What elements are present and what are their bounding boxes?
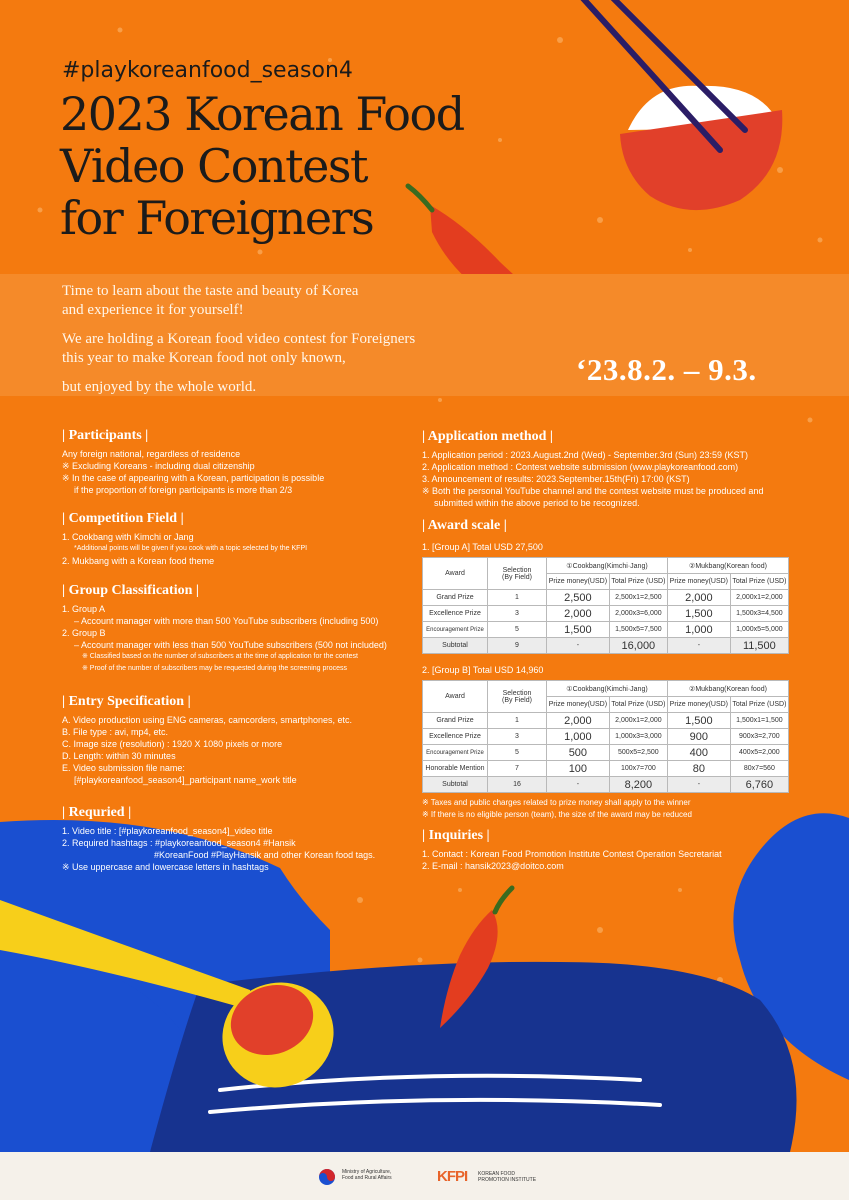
- text-line: ※ Proof of the number of subscribers may be requested during the screening process: [82, 665, 348, 672]
- cell: 16: [488, 777, 547, 793]
- col-mukbang: ②Mukbang(Korean food): [667, 558, 788, 574]
- section-heading: | Application method |: [422, 429, 554, 444]
- cell: 500: [547, 745, 610, 761]
- cell: 1,000: [667, 622, 730, 638]
- text-line: 1. Video title : [#playkoreanfood_season4]_video title: [62, 826, 273, 836]
- cell: 1,500: [667, 713, 730, 729]
- taegeuk-icon: [318, 1168, 336, 1186]
- text-line: 2. Mukbang with a Korean food theme: [62, 556, 215, 566]
- text-line: Any foreign national, regardless of residence: [62, 449, 241, 459]
- cell: 1: [488, 590, 547, 606]
- cell: 80x7=560: [730, 761, 788, 777]
- col-total: Total Prize (USD): [609, 697, 667, 713]
- cell: 900x3=2,700: [730, 729, 788, 745]
- cell: 500x5=2,500: [609, 745, 667, 761]
- text-line: C. Image size (resolution) : 1920 X 1080 pixels or more: [62, 739, 283, 749]
- cell: 11,500: [730, 638, 788, 654]
- text-line: if the proportion of foreign participants is more than 2/3: [74, 485, 293, 495]
- ministry-line: Food and Rural Affairs: [342, 1175, 392, 1181]
- cell: 400x5=2,000: [730, 745, 788, 761]
- text-line: A. Video production using ENG cameras, camcorders, smartphones, etc.: [62, 715, 352, 725]
- cell: 3: [488, 729, 547, 745]
- text-line: 2. Group B: [62, 628, 106, 638]
- award-notes: [422, 797, 822, 821]
- hashtag: #playkoreanfood_season4: [62, 58, 353, 83]
- subtotal-row: [423, 638, 789, 654]
- col-selection: [488, 558, 547, 590]
- cell: 1,500x1=1,500: [730, 713, 788, 729]
- text-line: 1. Application period : 2023.August.2nd (Wed) - September.3rd (Sun) 23:59 (KST): [422, 450, 749, 460]
- col-selection: [488, 681, 547, 713]
- text-line: B. File type : avi, mp4, etc.: [62, 727, 169, 737]
- title-line: for Foreigners: [60, 191, 374, 245]
- text-line: E. Video submission file name:: [62, 763, 185, 773]
- cell: Honorable Mention: [423, 761, 488, 777]
- intro-line: Time to learn about the taste and beauty of Korea: [62, 283, 359, 299]
- text-line: [#playkoreanfood_season4]_participant name_work title: [74, 775, 297, 785]
- subtotal-row: [423, 777, 789, 793]
- cell: 2,500x1=2,500: [609, 590, 667, 606]
- kfpi-line: KOREAN FOOD: [478, 1171, 515, 1177]
- cell: Subtotal: [423, 777, 488, 793]
- title-line: 2023 Korean Food: [60, 87, 464, 141]
- text-line: 2. E-mail : hansik2023@doitco.com: [422, 861, 564, 871]
- col-cookbang: ①Cookbang(Kimchi·Jang): [547, 681, 668, 697]
- col-prize: Prize money(USD): [547, 697, 610, 713]
- section-heading: | Inquiries |: [422, 828, 490, 843]
- group-section: [62, 585, 407, 675]
- text-line: ※ Use uppercase and lowercase letters in hashtags: [62, 862, 269, 872]
- text-line: ※ Both the personal YouTube channel and the contest website must be produced and: [422, 486, 764, 496]
- cell: 900: [667, 729, 730, 745]
- section-heading: | Group Classification |: [62, 583, 199, 598]
- cell: Encouragement Prize: [423, 622, 488, 638]
- col-award: Award: [423, 681, 488, 713]
- text-line: ※ Classified based on the number of subscribers at the time of application for the contest: [82, 653, 358, 660]
- page-title: [60, 88, 540, 244]
- cell: 1,000x3=3,000: [609, 729, 667, 745]
- cell: -: [547, 638, 610, 654]
- award-section: [422, 520, 822, 538]
- cell: 2,000: [547, 606, 610, 622]
- col-prize: Prize money(USD): [667, 697, 730, 713]
- cell: 100: [547, 761, 610, 777]
- cell: 5: [488, 622, 547, 638]
- title-line: Video Contest: [60, 139, 367, 193]
- cell: -: [667, 638, 730, 654]
- col-cookbang: ①Cookbang(Kimchi·Jang): [547, 558, 668, 574]
- col-selection-l1: Selection: [502, 689, 532, 697]
- competition-section: [62, 513, 407, 567]
- cell: -: [667, 777, 730, 793]
- table-row: [423, 761, 789, 777]
- cell: 2,000: [667, 590, 730, 606]
- section-heading: | Requried |: [62, 805, 132, 820]
- entry-section: [62, 696, 407, 786]
- text-line: ※ Excluding Koreans - including dual citizenship: [62, 461, 255, 471]
- participants-section: [62, 430, 407, 496]
- text-line: ※ Taxes and public charges related to prize money shall apply to the winner: [422, 798, 691, 807]
- text-line: 1. Group A: [62, 604, 106, 614]
- text-line: – Account manager with more than 500 YouTube subscribers (including 500): [74, 616, 379, 626]
- cell: Subtotal: [423, 638, 488, 654]
- cell: 100x7=700: [609, 761, 667, 777]
- table-row: [423, 745, 789, 761]
- required-section: [62, 807, 407, 873]
- text-line: 2. Required hashtags : #playkoreanfood_season4 #Hansik: [62, 838, 296, 848]
- footer: [0, 1152, 849, 1200]
- cell: Encouragement Prize: [423, 745, 488, 761]
- cell: 2,000: [547, 713, 610, 729]
- cell: 80: [667, 761, 730, 777]
- text-line: 2. Application method : Contest website submission (www.playkoreanfood.com): [422, 462, 739, 472]
- kfpi-logo: KFPI: [437, 1168, 468, 1185]
- table-row: [423, 622, 789, 638]
- text-line: – Account manager with less than 500 YouTube subscribers (500 not included): [74, 640, 387, 650]
- cell: 2,000x1=2,000: [730, 590, 788, 606]
- contest-dates: ‘23.8.2. – 9.3.: [576, 352, 757, 387]
- cell: 5: [488, 745, 547, 761]
- inquiries-section: [422, 830, 822, 872]
- cell: 1,500x5=7,500: [609, 622, 667, 638]
- text-line: submitted within the above period to be recognized.: [434, 498, 640, 508]
- section-heading: | Award scale |: [422, 518, 507, 533]
- group-a-table: [422, 557, 789, 654]
- group-b-table: [422, 680, 789, 793]
- cell: 9: [488, 638, 547, 654]
- cell: Grand Prize: [423, 713, 488, 729]
- cell: 1,500: [547, 622, 610, 638]
- col-selection-l2: (By Field): [502, 573, 532, 581]
- cell: 2,500: [547, 590, 610, 606]
- text-line: 1. Cookbang with Kimchi or Jang: [62, 532, 194, 542]
- col-selection-l2: (By Field): [502, 696, 532, 704]
- col-total: Total Prize (USD): [730, 574, 788, 590]
- intro-line: and experience it for yourself!: [62, 302, 244, 318]
- cell: 2,000x3=6,000: [609, 606, 667, 622]
- intro-text: [62, 282, 492, 407]
- cell: 6,760: [730, 777, 788, 793]
- col-total: Total Prize (USD): [609, 574, 667, 590]
- section-heading: | Entry Specification |: [62, 694, 191, 709]
- col-total: Total Prize (USD): [730, 697, 788, 713]
- text-line: #KoreanFood #PlayHansik and other Korean food tags.: [154, 850, 376, 860]
- text-line: 3. Announcement of results: 2023.September.15th(Fri) 17:00 (KST): [422, 474, 690, 484]
- group-a-caption: 1. [Group A] Total USD 27,500: [422, 542, 543, 552]
- ministry-logo-text: [342, 1169, 392, 1181]
- application-section: [422, 431, 822, 509]
- col-mukbang: ②Mukbang(Korean food): [667, 681, 788, 697]
- cell: 1,000: [547, 729, 610, 745]
- cell: 1,000x5=5,000: [730, 622, 788, 638]
- cell: 8,200: [609, 777, 667, 793]
- group-b-caption: 2. [Group B] Total USD 14,960: [422, 665, 544, 675]
- table-row: [423, 729, 789, 745]
- table-row: [423, 606, 789, 622]
- cell: 1,500: [667, 606, 730, 622]
- table-row: [423, 590, 789, 606]
- col-selection-l1: Selection: [502, 566, 532, 574]
- ministry-line: Ministry of Agriculture,: [342, 1169, 392, 1175]
- cell: 3: [488, 606, 547, 622]
- cell: 400: [667, 745, 730, 761]
- cell: 1: [488, 713, 547, 729]
- cell: 7: [488, 761, 547, 777]
- text-line: 1. Contact : Korean Food Promotion Institute Contest Operation Secretariat: [422, 849, 722, 859]
- table-row: [423, 713, 789, 729]
- cell: 1,500x3=4,500: [730, 606, 788, 622]
- intro-line: but enjoyed by the whole world.: [62, 379, 257, 395]
- cell: Excellence Prize: [423, 729, 488, 745]
- col-award: Award: [423, 558, 488, 590]
- intro-line: this year to make Korean food not only known,: [62, 350, 346, 366]
- kfpi-logo-text: [478, 1171, 536, 1183]
- pepper-stem: [495, 888, 512, 912]
- cell: Grand Prize: [423, 590, 488, 606]
- col-prize: Prize money(USD): [667, 574, 730, 590]
- col-prize: Prize money(USD): [547, 574, 610, 590]
- cell: 16,000: [609, 638, 667, 654]
- kfpi-line: PROMOTION INSTITUTE: [478, 1177, 537, 1183]
- cell: Excellence Prize: [423, 606, 488, 622]
- intro-line: We are holding a Korean food video contest for Foreigners: [62, 331, 416, 347]
- section-heading: | Participants |: [62, 428, 149, 443]
- cell: 2,000x1=2,000: [609, 713, 667, 729]
- text-line: D. Length: within 30 minutes: [62, 751, 176, 761]
- text-line: ※ In the case of appearing with a Korean, participation is possible: [62, 473, 325, 483]
- text-line: *Additional points will be given if you cook with a topic selected by the KFPI: [74, 545, 308, 552]
- section-heading: | Competition Field |: [62, 511, 184, 526]
- text-line: ※ If there is no eligible person (team), the size of the award may be reduced: [422, 810, 692, 819]
- cell: -: [547, 777, 610, 793]
